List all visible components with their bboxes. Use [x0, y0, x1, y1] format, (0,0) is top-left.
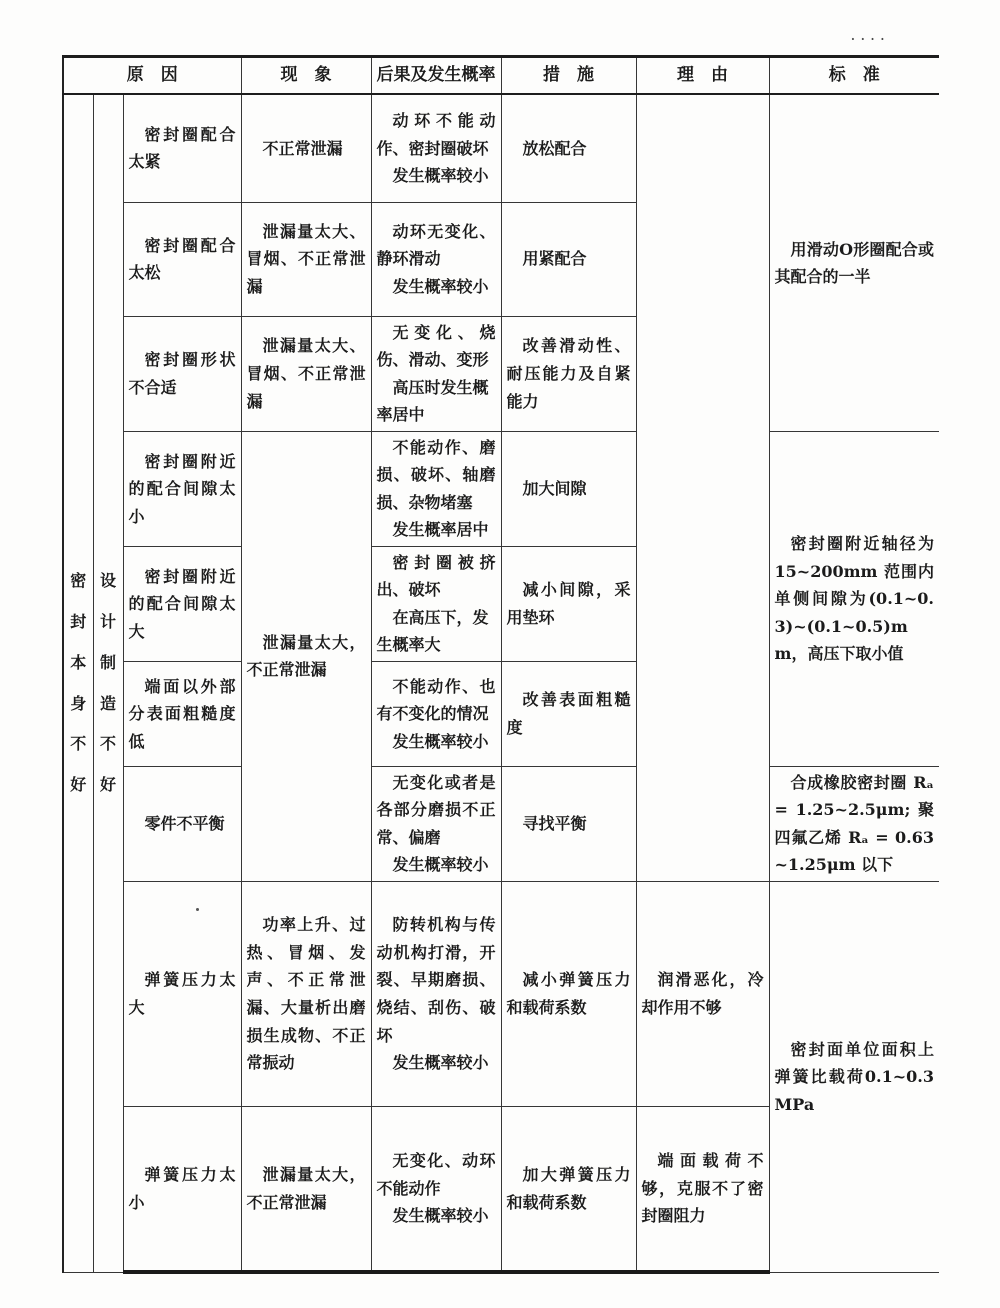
- cell-standard: [769, 881, 939, 1272]
- standard-text: 密封圈附近轴径为 15~200mm 范围内单侧间隙为(0.1~0.3)~(0.1~0.5)mm，高压下取小值: [774, 534, 935, 664]
- consequence-text: 防转机构与传动机构打滑，开裂、早期磨损、烧结、刮伤、破坏: [376, 915, 496, 1045]
- cell-consequence: [371, 1106, 501, 1272]
- group-label-text: 密封本身不好: [70, 571, 87, 795]
- probability-text: 高压时发生概率居中: [376, 377, 489, 425]
- probability-text: 发生概率较小: [392, 166, 489, 186]
- consequence-text: 密封圈被挤出、破坏: [376, 552, 496, 600]
- cause-text: 端面以外部分表面粗糙度低: [128, 676, 236, 751]
- measure-text: 改善滑动性、耐压能力及自紧能力: [506, 336, 631, 411]
- header-standard: 标 准: [769, 57, 939, 95]
- cause-text: 弹簧压力太大: [128, 970, 236, 1017]
- cell-phenomenon-merged: [241, 431, 371, 881]
- cause-text: 密封圈形状不合适: [128, 350, 236, 397]
- reason-text: 润滑恶化，冷却作用不够: [641, 970, 764, 1017]
- reason-text: 端面载荷不够，克服不了密封圈阻力: [641, 1151, 764, 1226]
- cell-standard: [769, 94, 939, 431]
- seal-fault-table: [62, 55, 939, 1274]
- standard-text: 密封面单位面积上弹簧比载荷0.1~0.3MPa: [774, 1039, 935, 1114]
- probability-text: 在高压下，发生概率大: [376, 607, 489, 655]
- cell-measure: [501, 661, 636, 766]
- probability-text: 发生概率较小: [392, 1053, 489, 1073]
- probability-text: 发生概率较小: [392, 276, 489, 296]
- cell-consequence: [371, 94, 501, 202]
- probability-text: 发生概率居中: [392, 520, 489, 540]
- phenomenon-text: 泄漏量太大，不正常泄漏: [246, 1165, 366, 1212]
- cell-measure: [501, 431, 636, 546]
- cell-measure: [501, 94, 636, 202]
- cell-reason-empty: [636, 94, 769, 881]
- phenomenon-text: 泄漏量太大、冒烟、不正常泄漏: [246, 221, 366, 296]
- cell-standard: [769, 431, 939, 766]
- table-row: [63, 766, 939, 881]
- header-cause: 原 因: [63, 57, 241, 95]
- measure-text: 放松配合: [522, 138, 587, 158]
- header-reason: 理 由: [636, 57, 769, 95]
- cell-cause: [123, 661, 241, 766]
- cell-cause: [123, 202, 241, 316]
- measure-text: 加大间隙: [522, 479, 587, 499]
- measure-text: 改善表面粗糙度: [506, 690, 631, 737]
- header-measure: 措 施: [501, 57, 636, 95]
- standard-text: 合成橡胶密封圈 Rₐ = 1.25~2.5μm; 聚四氟乙烯 Rₐ = 0.63~1.25μm 以下: [774, 772, 935, 875]
- consequence-text: 不能动作、磨损、破坏、轴磨损、杂物堵塞: [376, 437, 496, 512]
- measure-text: 加大弹簧压力和载荷系数: [506, 1165, 631, 1212]
- cell-measure: [501, 202, 636, 316]
- header-phenomenon: 现 象: [241, 57, 371, 95]
- group-label-design-manufacture: [93, 94, 123, 1272]
- cell-phenomenon: [241, 316, 371, 431]
- phenomenon-text: 泄漏量太大、冒烟、不正常泄漏: [246, 336, 366, 411]
- cell-measure: [501, 766, 636, 881]
- cell-consequence: [371, 661, 501, 766]
- cell-standard: [769, 766, 939, 881]
- cell-consequence: [371, 766, 501, 881]
- cell-cause: [123, 766, 241, 881]
- standard-text: 用滑动O形圈配合或其配合的一半: [774, 239, 935, 287]
- cause-text: 密封圈配合太松: [128, 235, 236, 283]
- cell-measure: [501, 546, 636, 661]
- cell-cause: [123, 546, 241, 661]
- probability-text: 发生概率较小: [392, 731, 489, 751]
- consequence-text: 无变化、烧伤、滑动、变形: [376, 322, 496, 370]
- cell-reason: [636, 1106, 769, 1272]
- cell-consequence: [371, 431, 501, 546]
- measure-text: 寻找平衡: [522, 814, 587, 834]
- group-label-seal-itself: [63, 94, 93, 1272]
- cause-text: 零件不平衡: [144, 814, 225, 834]
- cell-measure: [501, 316, 636, 431]
- cell-consequence: [371, 202, 501, 316]
- cell-cause: [123, 316, 241, 431]
- consequence-text: 无变化或者是各部分磨损不正常、偏磨: [376, 772, 496, 847]
- cause-text: 弹簧压力太小: [128, 1165, 236, 1212]
- cell-consequence: [371, 316, 501, 431]
- consequence-text: 动环无变化、静环滑动: [376, 221, 496, 269]
- cell-cause: [123, 881, 241, 1106]
- table-row: [63, 431, 939, 546]
- cell-cause: [123, 1106, 241, 1272]
- cell-consequence: [371, 546, 501, 661]
- consequence-text: 动环不能动作、密封圈破坏: [376, 111, 496, 158]
- cell-reason: [636, 881, 769, 1106]
- cause-text: 密封圈附近的配合间隙太小: [128, 451, 236, 526]
- phenomenon-text: 泄漏量太大，不正常泄漏: [246, 632, 366, 680]
- cause-text: 密封圈配合太紧: [128, 124, 236, 172]
- cell-measure: [501, 881, 636, 1106]
- cell-measure: [501, 1106, 636, 1272]
- scan-corner-dots: ····: [851, 33, 891, 46]
- header-row: [63, 57, 939, 95]
- cell-cause: [123, 431, 241, 546]
- measure-text: 减小间隙，采用垫环: [506, 580, 631, 627]
- cell-phenomenon: [241, 94, 371, 202]
- cell-phenomenon: [241, 202, 371, 316]
- cause-text: 密封圈附近的配合间隙太大: [128, 566, 236, 641]
- cell-consequence: [371, 881, 501, 1106]
- measure-text: 减小弹簧压力和载荷系数: [506, 970, 631, 1017]
- consequence-text: 不能动作、也有不变化的情况: [376, 676, 496, 724]
- header-consequence: 后果及发生概率: [371, 57, 501, 95]
- consequence-text: 无变化、动环不能动作: [376, 1151, 496, 1198]
- group-label-text: 设计制造不好: [99, 571, 116, 795]
- cell-phenomenon: [241, 881, 371, 1106]
- table-row: [63, 881, 939, 1106]
- probability-text: 发生概率较小: [392, 855, 489, 875]
- phenomenon-text: 功率上升、过热、冒烟、发声、不正常泄漏、大量析出磨损生成物、不正常振动: [246, 915, 366, 1073]
- phenomenon-text: 不正常泄漏: [262, 138, 343, 158]
- measure-text: 用紧配合: [522, 249, 587, 269]
- probability-text: 发生概率较小: [392, 1206, 489, 1226]
- table-row: [63, 94, 939, 202]
- cell-phenomenon: [241, 1106, 371, 1272]
- cell-cause: [123, 94, 241, 202]
